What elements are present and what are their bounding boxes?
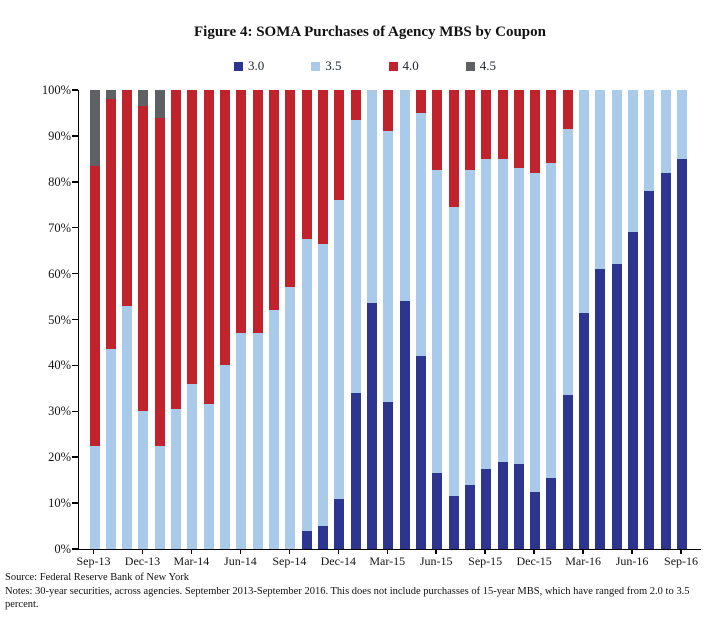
bar-Jun-14-coupon-3.5 xyxy=(236,333,246,549)
x-axis-label-Sep-15: Sep-15 xyxy=(468,554,503,568)
x-axis-label-Mar-16: Mar-16 xyxy=(565,554,601,568)
bar-Feb-14-coupon-4.0 xyxy=(171,90,181,409)
bar-Nov-15-coupon-3.0 xyxy=(514,464,524,549)
source-note: Source: Federal Reserve Bank of New York xyxy=(5,572,190,583)
bar-Aug-15-coupon-4.0 xyxy=(465,90,475,170)
bar-Mar-15-coupon-3.5 xyxy=(383,131,393,402)
bar-Nov-13-coupon-4.0 xyxy=(122,90,132,306)
bar-Aug-16-coupon-3.0 xyxy=(661,173,671,549)
bar-May-14-coupon-3.5 xyxy=(220,365,230,549)
bar-Oct-15-coupon-3.0 xyxy=(498,462,508,549)
bar-Oct-13-coupon-4.0 xyxy=(106,99,116,349)
y-axis-label-80%: 80% xyxy=(48,174,71,189)
bar-Oct-14-coupon-3.5 xyxy=(302,239,312,530)
bar-Mar-16-coupon-3.5 xyxy=(579,90,589,313)
bar-Jun-15-coupon-3.0 xyxy=(432,473,442,549)
bar-Jun-15-coupon-3.5 xyxy=(432,170,442,473)
legend-swatch-4.0 xyxy=(389,62,398,71)
x-axis-label-Dec-13: Dec-13 xyxy=(124,554,161,568)
footer xyxy=(5,571,713,612)
y-axis-label-100%: 100% xyxy=(41,83,71,97)
bars-layer xyxy=(79,90,701,549)
bar-Dec-14-coupon-3.5 xyxy=(334,200,344,498)
bar-Jun-15-coupon-4.0 xyxy=(432,90,442,170)
bar-Oct-14-coupon-4.0 xyxy=(302,90,312,239)
bar-May-16-coupon-3.5 xyxy=(612,90,622,264)
bar-Oct-15-coupon-3.5 xyxy=(498,159,508,462)
y-axis-label-50%: 50% xyxy=(48,312,71,327)
bar-Apr-16-coupon-3.0 xyxy=(595,269,605,549)
bar-Jan-14-coupon-3.5 xyxy=(155,446,165,549)
y-axis-label-40%: 40% xyxy=(48,358,71,373)
y-axis-label-10%: 10% xyxy=(48,496,71,511)
bar-Sep-14-coupon-4.0 xyxy=(285,90,295,287)
bar-Aug-15-coupon-3.5 xyxy=(465,170,475,484)
bar-Nov-14-coupon-4.0 xyxy=(318,90,328,244)
legend-swatch-4.5 xyxy=(466,62,475,71)
bar-Feb-15-coupon-3.5 xyxy=(367,90,377,303)
legend-label-4.0: 4.0 xyxy=(402,58,419,73)
chart-legend xyxy=(0,58,716,74)
bar-May-14-coupon-4.0 xyxy=(220,90,230,365)
bar-Feb-16-coupon-3.0 xyxy=(563,395,573,549)
bar-Feb-14-coupon-3.5 xyxy=(171,409,181,549)
x-axis-label-Jun-15: Jun-15 xyxy=(419,554,453,568)
bar-Apr-16-coupon-3.5 xyxy=(595,90,605,269)
x-axis-label-Jun-16: Jun-16 xyxy=(615,554,649,568)
figure-title: Figure 4: SOMA Purchases of Agency MBS by Coupon xyxy=(194,24,546,40)
bar-Nov-14-coupon-3.5 xyxy=(318,244,328,526)
bar-Mar-16-coupon-3.0 xyxy=(579,313,589,549)
bar-Nov-15-coupon-4.0 xyxy=(514,90,524,168)
bar-Jul-16-coupon-3.5 xyxy=(644,90,654,191)
y-axis-label-70%: 70% xyxy=(48,220,71,235)
x-axis-label-Mar-14: Mar-14 xyxy=(173,554,210,568)
bar-May-16-coupon-3.0 xyxy=(612,264,622,549)
legend-item-3.0 xyxy=(234,58,264,74)
bar-May-15-coupon-3.0 xyxy=(416,356,426,549)
bar-Sep-14-coupon-3.5 xyxy=(285,287,295,549)
bar-Mar-15-coupon-3.0 xyxy=(383,402,393,549)
bar-Jan-16-coupon-3.0 xyxy=(546,478,556,549)
bar-Aug-14-coupon-3.5 xyxy=(269,310,279,549)
bar-Jul-15-coupon-3.5 xyxy=(449,207,459,496)
bar-Sep-15-coupon-3.0 xyxy=(481,469,491,549)
y-axis-label-0%: 0% xyxy=(54,542,71,556)
notes-text: Notes: 30-year securities, across agencies. September 2013-September 2016. This does not include purchasses of 15-year MBS, which have ranged from 2.0 to 3.5 percent. xyxy=(5,585,690,610)
bar-Nov-13-coupon-3.5 xyxy=(122,306,132,549)
bar-Dec-13-coupon-3.5 xyxy=(138,411,148,549)
bar-Mar-14-coupon-4.0 xyxy=(187,90,197,384)
bar-Oct-15-coupon-4.0 xyxy=(498,90,508,159)
bar-Jan-14-coupon-4.0 xyxy=(155,118,165,446)
bar-Sep-15-coupon-4.0 xyxy=(481,90,491,159)
bar-Nov-14-coupon-3.0 xyxy=(318,526,328,549)
legend-label-3.5: 3.5 xyxy=(325,58,342,73)
bar-Dec-14-coupon-3.0 xyxy=(334,499,344,549)
bar-Jun-16-coupon-3.0 xyxy=(628,232,638,549)
bar-Dec-13-coupon-4.0 xyxy=(138,106,148,411)
bar-Apr-15-coupon-3.0 xyxy=(400,301,410,549)
x-axis-label-Sep-16: Sep-16 xyxy=(664,554,699,568)
bar-Apr-14-coupon-3.5 xyxy=(204,404,214,549)
bar-Jul-15-coupon-4.0 xyxy=(449,90,459,207)
y-axis-label-20%: 20% xyxy=(48,450,71,465)
bar-Jun-16-coupon-3.5 xyxy=(628,90,638,232)
bar-Sep-16-coupon-3.5 xyxy=(677,90,687,159)
x-axis-label-Jun-14: Jun-14 xyxy=(224,554,257,568)
bar-Apr-14-coupon-4.0 xyxy=(204,90,214,404)
x-axis-label-Sep-13: Sep-13 xyxy=(76,554,111,568)
bar-Jan-15-coupon-4.0 xyxy=(351,90,361,120)
bar-Jul-14-coupon-3.5 xyxy=(253,333,263,549)
bar-Dec-15-coupon-3.5 xyxy=(530,173,540,492)
y-axis-label-60%: 60% xyxy=(48,266,71,281)
legend-label-3.0: 3.0 xyxy=(248,58,265,73)
plot-area xyxy=(78,90,701,550)
bar-Sep-13-coupon-4.0 xyxy=(90,166,100,446)
bar-Oct-13-coupon-3.5 xyxy=(106,349,116,549)
bar-Aug-16-coupon-3.5 xyxy=(661,90,671,173)
legend-swatch-3.0 xyxy=(234,62,243,71)
x-axis-label-Sep-14: Sep-14 xyxy=(272,554,307,568)
bar-Sep-13-coupon-3.5 xyxy=(90,446,100,549)
bar-Jan-16-coupon-4.0 xyxy=(546,90,556,163)
x-axis-label-Dec-15: Dec-15 xyxy=(516,554,552,568)
bar-Feb-16-coupon-4.0 xyxy=(563,90,573,129)
bar-Feb-15-coupon-3.0 xyxy=(367,303,377,549)
bar-Mar-15-coupon-4.0 xyxy=(383,90,393,131)
legend-item-4.5 xyxy=(466,58,496,74)
bar-Aug-14-coupon-4.0 xyxy=(269,90,279,310)
bar-Jul-14-coupon-4.0 xyxy=(253,90,263,333)
x-axis-label-Mar-15: Mar-15 xyxy=(369,554,406,568)
y-axis-label-30%: 30% xyxy=(48,404,71,419)
bar-Jun-14-coupon-4.0 xyxy=(236,90,246,333)
bar-Feb-16-coupon-3.5 xyxy=(563,129,573,395)
bar-Dec-13-coupon-4.5 xyxy=(138,90,148,106)
bar-Jan-14-coupon-4.5 xyxy=(155,90,165,118)
bar-Sep-15-coupon-3.5 xyxy=(481,159,491,469)
y-axis-label-90%: 90% xyxy=(48,128,71,143)
legend-swatch-3.5 xyxy=(311,62,320,71)
bar-Mar-14-coupon-3.5 xyxy=(187,384,197,549)
bar-Oct-13-coupon-4.5 xyxy=(106,90,116,99)
bar-Nov-15-coupon-3.5 xyxy=(514,168,524,464)
bar-Sep-13-coupon-4.5 xyxy=(90,90,100,166)
bar-Apr-15-coupon-3.5 xyxy=(400,90,410,301)
bar-May-15-coupon-4.0 xyxy=(416,90,426,113)
bar-Dec-14-coupon-4.0 xyxy=(334,90,344,200)
bar-Oct-14-coupon-3.0 xyxy=(302,531,312,549)
legend-label-4.5: 4.5 xyxy=(479,58,496,73)
bar-Sep-16-coupon-3.0 xyxy=(677,159,687,549)
bar-May-15-coupon-3.5 xyxy=(416,113,426,356)
legend-item-3.5 xyxy=(311,58,341,74)
bar-Dec-15-coupon-4.0 xyxy=(530,90,540,173)
bar-Jul-15-coupon-3.0 xyxy=(449,496,459,549)
bar-Jan-15-coupon-3.0 xyxy=(351,393,361,549)
bar-Jul-16-coupon-3.0 xyxy=(644,191,654,549)
bar-Dec-15-coupon-3.0 xyxy=(530,492,540,549)
bar-Jan-16-coupon-3.5 xyxy=(546,163,556,477)
legend-item-4.0 xyxy=(389,58,419,74)
bar-Jan-15-coupon-3.5 xyxy=(351,120,361,393)
x-axis-label-Dec-14: Dec-14 xyxy=(320,554,356,568)
bar-Aug-15-coupon-3.0 xyxy=(465,485,475,549)
